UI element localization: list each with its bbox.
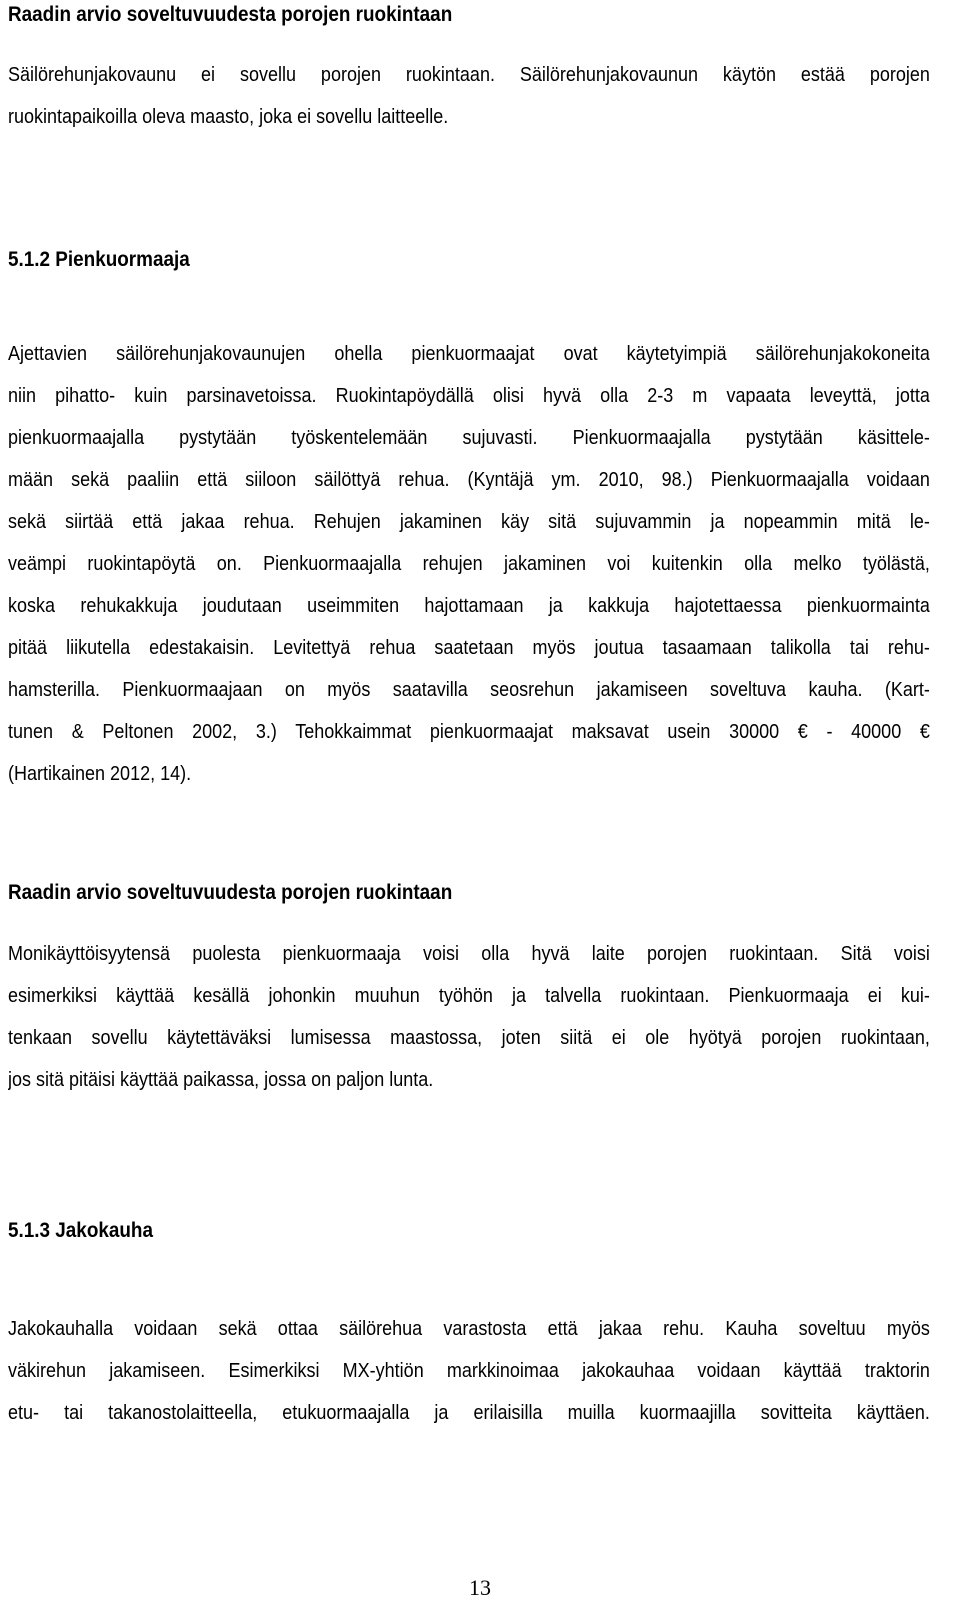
paragraph-line: mään sekä paaliin että siiloon säilöttyä rehua. (Kyntäjä ym. 2010, 98.) Pienkuormaajalla voidaan — [8, 469, 930, 491]
paragraph-pienkuormaaja — [8, 333, 930, 795]
paragraph-line: (Hartikainen 2012, 14). — [8, 763, 192, 785]
section-heading-pienkuormaaja: 5.1.2 Pienkuormaaja — [8, 248, 190, 271]
page-number: 13 — [469, 1575, 491, 1600]
paragraph-line: esimerkiksi käyttää kesällä johonkin muuhun työhön ja talvella ruokintaan. Pienkuormaaja ei kui- — [8, 985, 930, 1007]
paragraph-line: etu- tai takanostolaitteella, etukuormaajalla ja erilaisilla muilla kuormaajilla sovitteita käyttäen. — [8, 1402, 930, 1424]
paragraph-line: jos sitä pitäisi käyttää paikassa, jossa on paljon lunta. — [8, 1069, 434, 1091]
section-heading-raadin-arvio-2: Raadin arvio soveltuvuudesta porojen ruokintaan — [8, 881, 453, 904]
paragraph-line: Jakokauhalla voidaan sekä ottaa säilörehua varastosta että jakaa rehu. Kauha soveltuu myös — [8, 1318, 930, 1340]
paragraph-jakokauha — [8, 1308, 930, 1434]
paragraph-line: veämpi ruokintapöytä on. Pienkuormaajalla rehujen jakaminen voi kuitenkin olla melko työlästä, — [8, 553, 930, 575]
paragraph-line: ruokintapaikoilla oleva maasto, joka ei sovellu laitteelle. — [8, 106, 449, 128]
paragraph-line: tenkaan sovellu käytettäväksi lumisessa maastossa, joten siitä ei ole hyötyä porojen ruokintaan, — [8, 1027, 930, 1049]
paragraph-line: pitää liikutella edestakaisin. Levitettyä rehua saatetaan myös joutua tasaamaan talikolla tai rehu- — [8, 637, 930, 659]
paragraph-line: Säilörehunjakovaunu ei sovellu porojen ruokintaan. Säilörehunjakovaunun käytön estää porojen — [8, 64, 930, 86]
paragraph-line: Monikäyttöisyytensä puolesta pienkuormaaja voisi olla hyvä laite porojen ruokintaan. Sitä voisi — [8, 943, 930, 965]
paragraph-line: sekä siirtää että jakaa rehua. Rehujen jakaminen käy sitä sujuvammin ja nopeammin mitä le- — [8, 511, 930, 533]
section-heading-jakokauha: 5.1.3 Jakokauha — [8, 1219, 153, 1242]
paragraph-line: niin pihatto- kuin parsinavetoissa. Ruokintapöydällä olisi hyvä olla 2-3 m vapaata leveyttä, jotta — [8, 385, 930, 407]
paragraph-line: hamsterilla. Pienkuormaajaan on myös saatavilla seosrehun jakamiseen soveltuva kauha. (Kart- — [8, 679, 930, 701]
paragraph-line: väkirehun jakamiseen. Esimerkiksi MX-yhtiön markkinoimaa jakokauhaa voidaan käyttää traktorin — [8, 1360, 930, 1382]
paragraph-line: pienkuormaajalla pystytään työskentelemään sujuvasti. Pienkuormaajalla pystytään käsittele- — [8, 427, 930, 449]
paragraph-line: Ajettavien säilörehunjakovaunujen ohella pienkuormaajat ovat käytetyimpiä säilörehunjakokoneita — [8, 343, 930, 365]
paragraph-monikayttoisyys — [8, 933, 930, 1101]
section-heading-raadin-arvio-1: Raadin arvio soveltuvuudesta porojen ruokintaan — [8, 3, 453, 26]
paragraph-sailorehunjakovaunu — [8, 54, 930, 138]
paragraph-line: tunen & Peltonen 2002, 3.) Tehokkaimmat pienkuormaajat maksavat usein 30000 € - 40000 € — [8, 721, 930, 743]
paragraph-line: koska rehukakkuja joudutaan useimmiten hajottamaan ja kakkuja hajotettaessa pienkuormainta — [8, 595, 930, 617]
